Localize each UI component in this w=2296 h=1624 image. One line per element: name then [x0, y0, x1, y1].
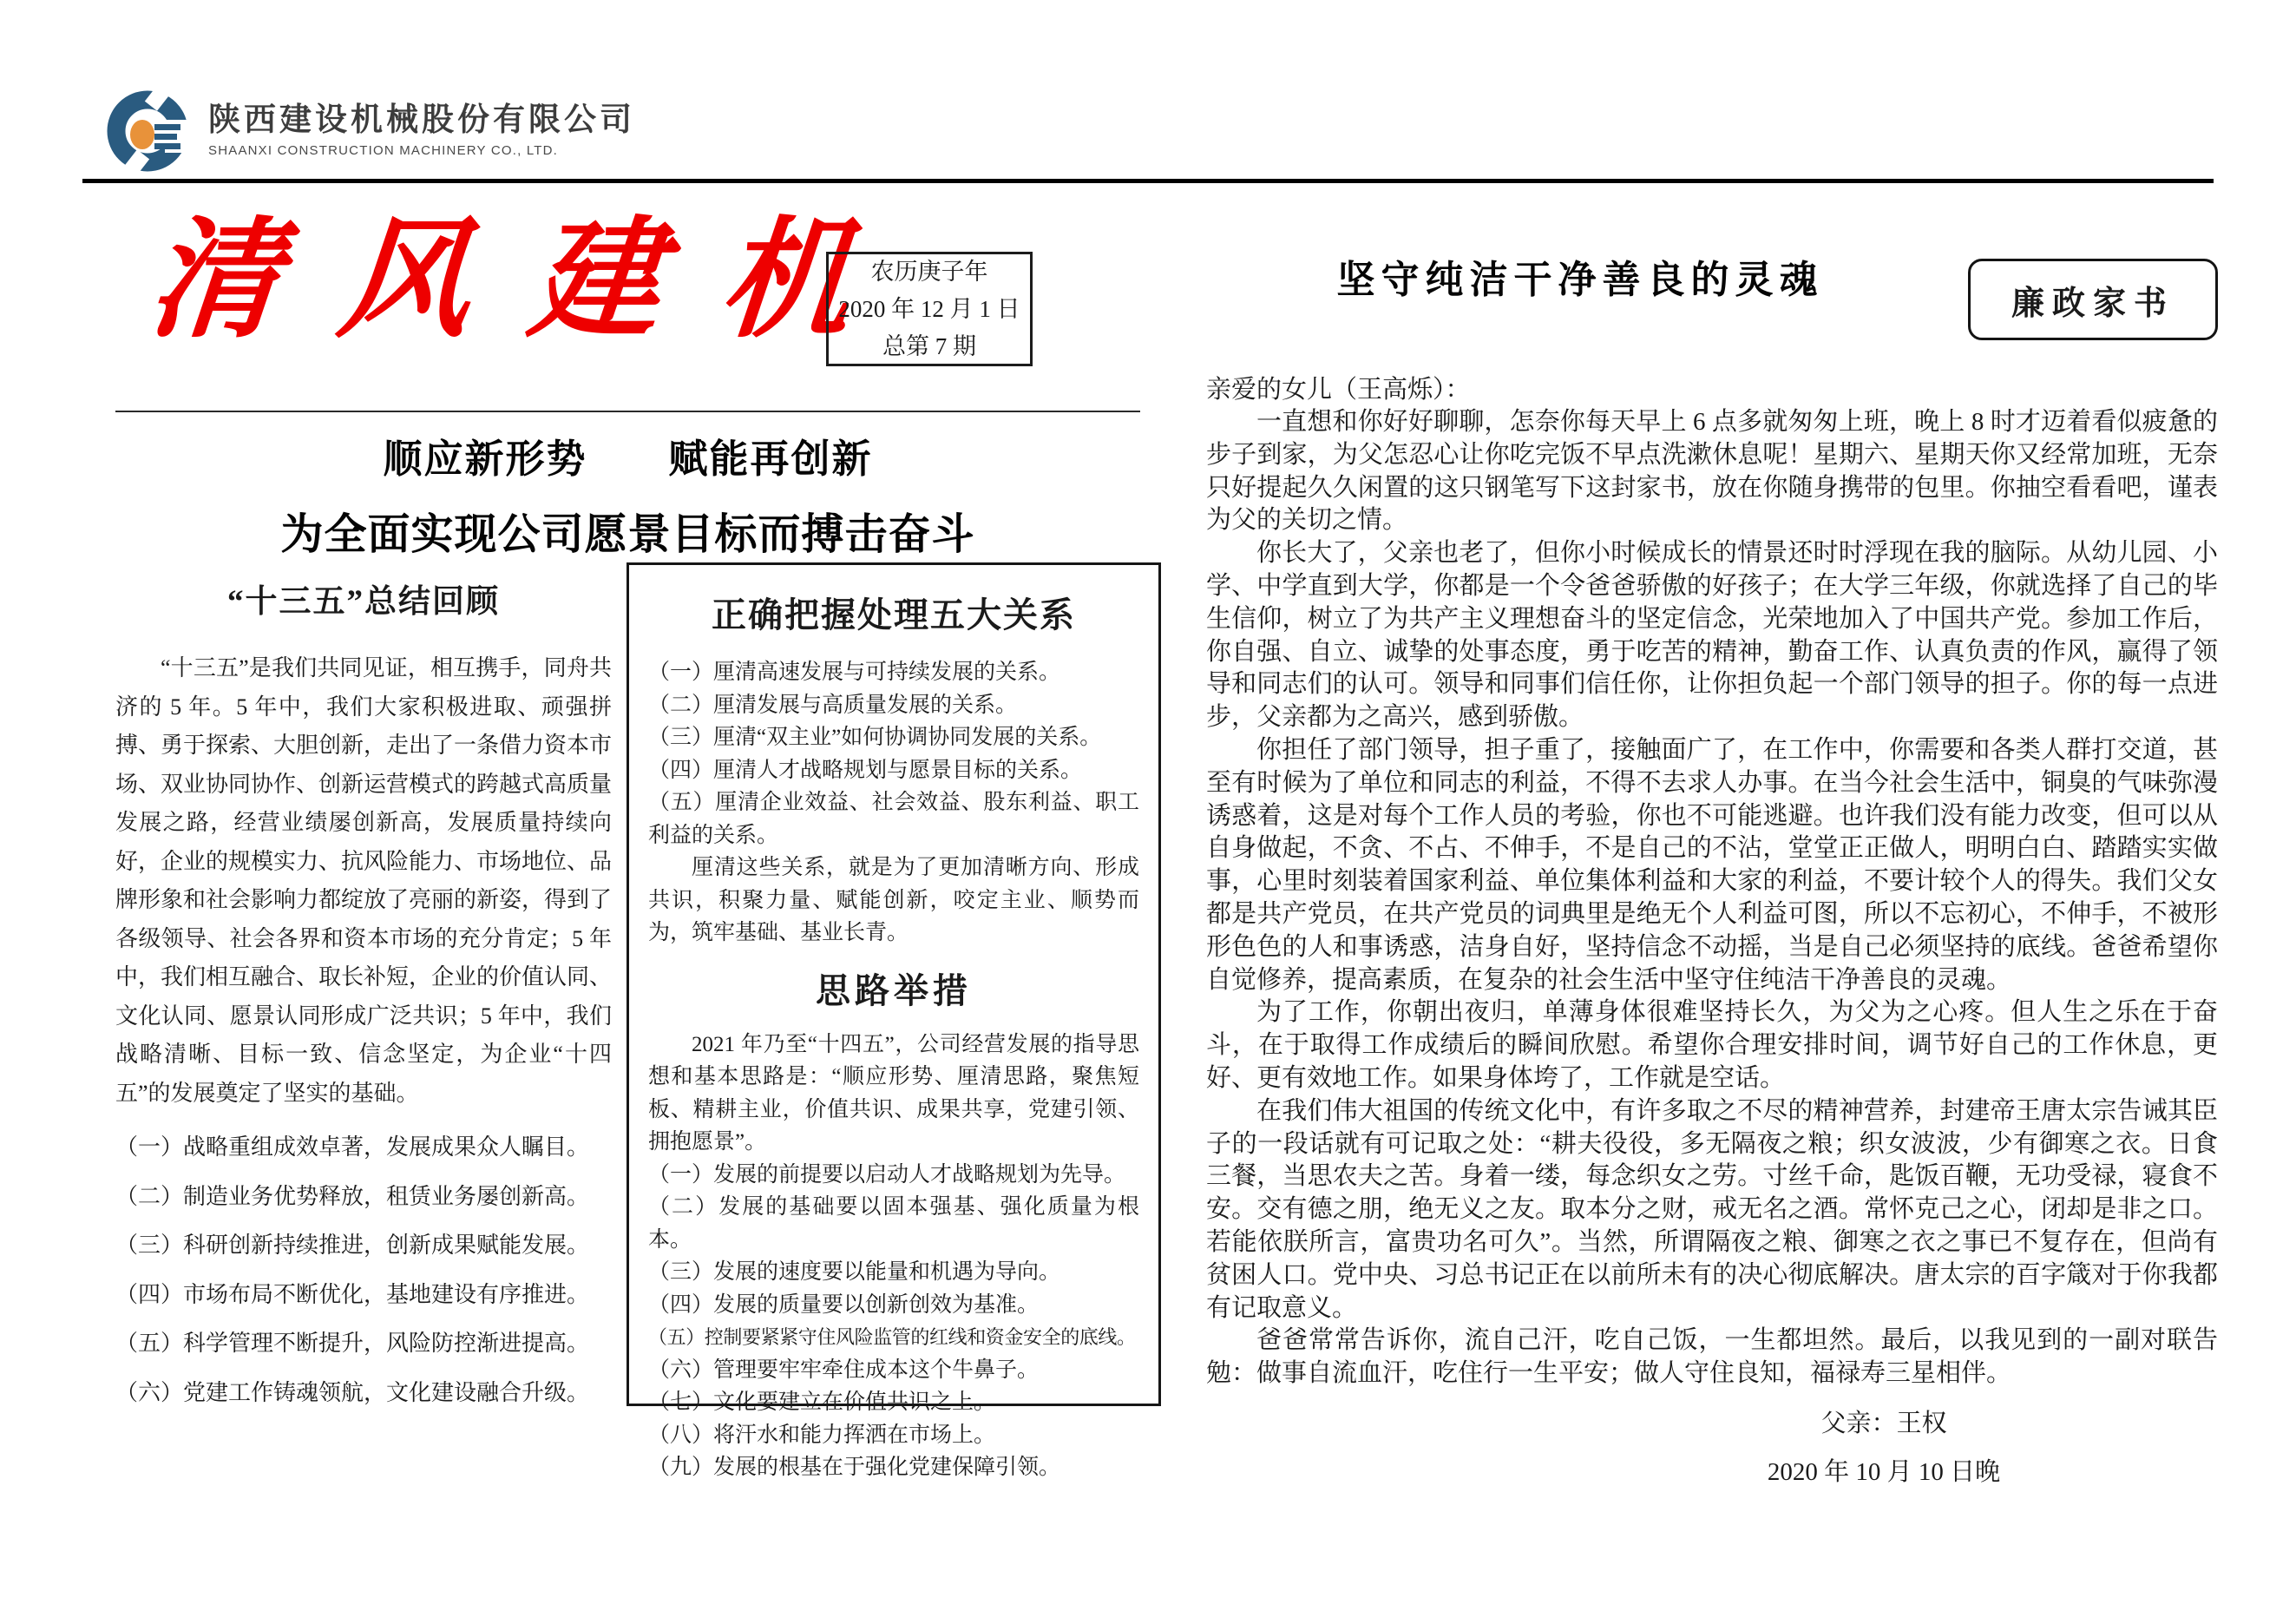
main-headline [115, 427, 1140, 562]
masthead-title: 清 风 建 机 [142, 209, 871, 353]
relations-list [648, 656, 1139, 851]
measures-item: （五）控制要紧紧守住风险监管的红线和资金安全的底线。 [648, 1326, 1136, 1348]
issue-lunar-year: 农历庚子年 [870, 258, 988, 285]
left-article-item: （一）战略重组成效卓著，发展成果众人瞩目。 [115, 1134, 590, 1160]
company-logo [102, 85, 635, 175]
measures-item: （八）将汗水和能力挥洒在市场上。 [648, 1423, 996, 1447]
relations-item: （四）厘清人才战略规划与愿景目标的关系。 [648, 758, 1083, 782]
company-name-en: SHAANXI CONSTRUCTION MACHINERY CO., LTD. [208, 143, 559, 159]
headline-divider [115, 411, 1140, 412]
measures-item: （三）发展的速度要以能量和机遇为导向。 [648, 1260, 1061, 1284]
relations-heading: 正确把握处理五大关系 [712, 595, 1076, 634]
letter-title: 坚守纯洁干净善良的灵魂 [1336, 259, 1824, 301]
letter-paragraph: 你担任了部门领导，担子重了，接触面广了，在工作中，你需要和各类人群打交道，甚至有时候为了单位和同志的利益，不得不去求人办事。在当今社会生活中，铜臭的气味弥漫诱惑着，这是对每个工作人员的考验，你也不可能逃避。也许我们没有能力改变，但可以从自身做起，不贪、不占、不伸手，不是自己的不沾，堂堂正正做人，明明白白、踏踏实实做事，心里时刻装着国家利益、单位集体利益和大家的利益，不要计较个人的得失。我们父女都是共产党员，在共产党员的词典里是绝无个人利益可图，所以不忘初心，不伸手，不被形形色色的人和事诱惑，洁身自好，坚持信念不动摇，当是自己必须坚持的底线。爸爸希望你自觉修养，提高素质，在复杂的社会生活中坚守住纯洁干净善良的灵魂。 [1206, 735, 2218, 994]
letter-badge: 廉政家书 [1968, 259, 2218, 340]
company-name-block [208, 102, 635, 159]
relations-item: （一）厘清高速发展与可持续发展的关系。 [648, 661, 1061, 684]
relations-item: （二）厘清发展与高质量发展的关系。 [648, 693, 1018, 717]
measures-paragraph: 2021 年乃至“十四五”，公司经营发展的指导思想和基本思路是：“顺应形势、厘清思路，聚焦短板、精耕主业，价值共识、成果共享，党建引领、拥抱愿景”。 [648, 1032, 1139, 1154]
letter-header [1206, 227, 2218, 351]
letter-signature-date: 2020 年 10 月 10 日晚 [1767, 1457, 2001, 1486]
letter-salutation: 亲爱的女儿（王高烁）： [1206, 376, 1471, 404]
relations-item: （三）厘清“双主业”如何协调协同发展的关系。 [648, 726, 1102, 749]
logo-gear-icon [102, 85, 193, 175]
issue-date: 2020 年 12 月 1 日 [838, 295, 1020, 322]
left-article-list [115, 1123, 612, 1417]
measures-item: （七）文化要建立在价值共识之上。 [648, 1391, 996, 1414]
left-article-paragraph: “十三五”是我们共同见证，相互携手，同舟共济的 5 年。5 年中，我们大家积极进取、顽强拼搏、勇于探索、大胆创新，走出了一条借力资本市场、双业协同协作、创新运营模式的跨越式高质量发展之路，经营业绩屡创新高，发展质量持续向好，企业的规模实力、抗风险能力、市场地位、品牌形象和社会影响力都绽放了亮丽的新姿，得到了各级领导、社会各界和资本市场的充分肯定；5 年中，我们相互融合、取长补短，企业的价值认同、文化认同、愿景认同形成广泛共识；5 年中，我们战略清晰、目标一致、信念坚定，为企业“十四五”的发展奠定了坚实的基础。 [115, 655, 613, 1106]
measures-item: （二）发展的基础要以固本强基、强化质量为根本。 [648, 1195, 1139, 1252]
left-article-item: （五）科学管理不断提升，风险防控渐进提高。 [115, 1331, 590, 1356]
relations-item: （五）厘清企业效益、社会效益、股东利益、职工利益的关系。 [648, 791, 1139, 847]
letter-paragraph: 一直想和你好好聊聊，怎奈你每天早上 6 点多就匆匆上班，晚上 8 时才迈着看似疲惫的步子到家，为父怎忍心让你吃完饭不早点洗漱休息呢！星期六、星期天你又经常加班，无奈只好提起久久闲置的这只钢笔写下这封家书，放在你随身携带的包里。你抽空看看吧，谨表为父的关切之情。 [1206, 408, 2218, 535]
headline-line-2: 为全面实现公司愿景目标而搏击奋斗 [280, 510, 975, 558]
measures-item: （六）管理要牢牢牵住成本这个牛鼻子。 [648, 1358, 1040, 1382]
relations-paragraph: 厘清这些关系，就是为了更加清晰方向、形成共识，积聚力量、赋能创新，咬定主业、顺势而为，筑牢基础、基业长青。 [648, 856, 1139, 944]
letter-signature-name: 父亲：王权 [1820, 1409, 1947, 1437]
measures-item: （一）发展的前提要以启动人才战略规划为先导。 [648, 1162, 1126, 1187]
left-article-item: （六）党建工作铸魂领航，文化建设融合升级。 [115, 1379, 590, 1405]
measures-item: （四）发展的质量要以创新创效为基准。 [648, 1292, 1040, 1317]
left-article-item: （四）市场布局不断优化，基地建设有序推进。 [115, 1281, 590, 1307]
letter-section [1206, 227, 2218, 1496]
issue-number: 总第 7 期 [882, 332, 976, 359]
measures-item: （九）发展的根基在于强化党建保障引领。 [648, 1456, 1061, 1479]
letter-body [1206, 406, 2218, 1391]
letter-signature [1680, 1399, 2088, 1496]
measures-list [648, 1159, 1139, 1484]
issue-info-box [826, 252, 1033, 366]
letter-paragraph: 在我们伟大祖国的传统文化中，有许多取之不尽的精神营养，封建帝王唐太宗告诫其臣子的一段话就有可记取之处：“耕夫役役，多无隔夜之粮；织女波波，少有御寒之衣。日食三餐，当思农夫之苦。身着一缕，每念织女之劳。寸丝千命，匙饭百鞭，无功受禄，寝食不安。交有德之朋，绝无义之友。取本分之财，戒无名之酒。常怀克己之心，闭却是非之口。若能依朕所言，富贵功名可久”。当然，所谓隔夜之粮、御寒之衣之事已不复存在，但尚有贫困人口。党中央、习总书记正在以前所未有的决心彻底解决。唐太宗的百字箴对于你我都有记取意义。 [1206, 1096, 2218, 1322]
company-name-zh: 陕西建设机械股份有限公司 [208, 101, 635, 137]
top-divider [82, 179, 2214, 183]
headline-line-1: 顺应新形势 赋能再创新 [383, 437, 873, 481]
relations-box [626, 562, 1161, 1479]
letter-paragraph: 爸爸常常告诉你，流自己汗，吃自己饭，一生都坦然。最后，以我见到的一副对联告勉：做事自流血汗，吃住行一生平安；做人守住良知，福禄寿三星相伴。 [1206, 1326, 2218, 1388]
left-article [115, 575, 612, 1417]
letter-paragraph: 为了工作，你朝出夜归，单薄身体很难坚持长久，为父为之心疼。但人生之乐在于奋斗，在于取得工作成绩后的瞬间欣慰。希望你合理安排时间，调节好自己的工作休息，更好、更有效地工作。如果身体垮了，工作就是空话。 [1206, 998, 2218, 1092]
letter-paragraph: 你长大了，父亲也老了，但你小时候成长的情景还时时浮现在我的脑际。从幼儿园、小学、中学直到大学，你都是一个令爸爸骄傲的好孩子；在大学三年级，你就选择了自己的毕生信仰，树立了为共产主义理想奋斗的坚定信念，光荣地加入了中国共产党。参加工作后，你自强、自立、诚挚的处事态度，勇于吃苦的精神，勤奋工作、认真负责的作风，赢得了领导和同志们的认可。领导和同事们信任你，让你担负起一个部门领导的担子。你的每一点进步，父亲都为之高兴，感到骄傲。 [1206, 539, 2218, 732]
measures-heading: 思路举措 [816, 970, 972, 1010]
left-article-item: （二）制造业务优势释放，租赁业务屡创新高。 [115, 1183, 590, 1209]
left-article-item: （三）科研创新持续推进，创新成果赋能发展。 [115, 1233, 590, 1258]
left-article-heading: “十三五”总结回顾 [227, 584, 500, 620]
